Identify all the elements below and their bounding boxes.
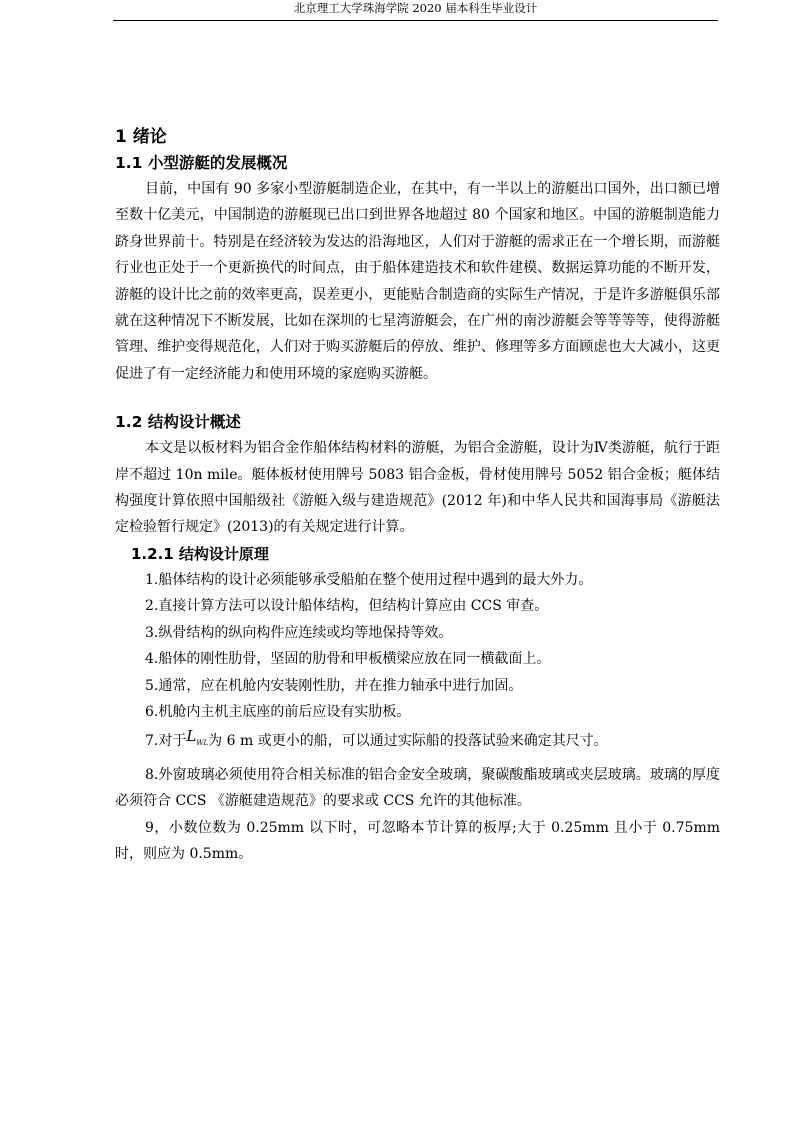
- rule-item-8: 8.外窗玻璃必须使用符合相关标准的铝合金安全玻璃，聚碳酸酯玻璃或夹层玻璃。玻璃的厚度必须符合 CCS 《游艇建造规范》的要求或 CCS 允许的其他标准。: [115, 766, 720, 810]
- header-text: 北京理工大学珠海学院 2020 届本科生毕业设计: [293, 1, 538, 15]
- section-spacer: [115, 387, 720, 409]
- rule-item-5: 5.通常，应在机舱内安装刚性肋，并在推力轴承中进行加固。: [145, 677, 523, 694]
- lwl-symbol: [186, 727, 208, 745]
- rule-item-2: 2.直接计算方法可以设计船体结构，但结构计算应由 CCS 审查。: [145, 598, 549, 615]
- chapter-title: 1 绪论: [115, 127, 167, 147]
- lwl-letter: L: [186, 726, 197, 745]
- section-1-1-title: 1.1 小型游艇的发展概况: [115, 154, 288, 172]
- section-1-2-paragraph: 本文是以板材料为铝合金作船体结构材料的游艇，为铝合金游艇，设计为Ⅳ类游艇，航行于距岸不超过 10n mile。艇体板材使用牌号 5083 铝合金板，骨材使用牌号 5052 铝合金板；艇体结构强度计算依照中国船级社《游艇入级与建造规范》(2012 年)和中华人民共和国海事局《游艇法定检验暂行规定》(2013)的有关规定进行计算。: [115, 440, 720, 536]
- rule-item-9: 9，小数位数为 0.25mm 以下时，可忽略本节计算的板厚;大于 0.25mm 且小于 0.75mm 时，则应为 0.5mm。: [115, 819, 720, 863]
- lwl-subscript: WL: [196, 738, 209, 747]
- rule-item-1: 1.船体结构的设计必须能够承受船舶在整个使用过程中遇到的最大外力。: [145, 571, 593, 588]
- rule-item-6: 6.机舱内主机主底座的前后应设有实肋板。: [145, 704, 411, 721]
- rule-item-3: 3.纵骨结构的纵向构件应连续或均等地保持等效。: [145, 624, 453, 641]
- page-header: [113, 0, 718, 21]
- rule-item-7: [115, 726, 720, 762]
- section-1-1-paragraph: 目前，中国有 90 多家小型游艇制造企业，在其中，有一半以上的游艇出口国外，出口额已增至数十亿美元，中国制造的游艇现已出口到世界各地超过 80 个国家和地区。中国的游艇制造能力跻身世界前十。特别是在经济较为发达的沿海地区，人们对于游艇的需求正在一个增长期，而游艇行业也正处于一个更新换代的时间点，由于船体建造技术和软件建模、数据运算功能的不断开发，游艇的设计比之前的效率更高，误差更小，更能贴合制造商的实际生产情况，于是许多游艇俱乐部就在这种情况下不断发展，比如在深圳的七星湾游艇会，在广州的南沙游艇会等等等等，使得游艇管理、维护变得规范化，人们对于购买游艇后的停放、维护、修理等多方面顾虑也大大减小，这更促进了有一定经济能力和使用环境的家庭购买游艇。: [115, 181, 720, 382]
- section-1-2-title: 1.2 结构设计概述: [115, 413, 241, 432]
- rule-7-suffix: 为 6 m 或更小的船，可以通过实际船的投落试验来确定其尺寸。: [208, 732, 608, 749]
- rule-item-4: 4.船体的刚性肋骨，坚固的肋骨和甲板横梁应放在同一横截面上。: [145, 651, 551, 668]
- section-1-2-1-title: 1.2.1 结构设计原理: [131, 544, 269, 563]
- document-body: [115, 124, 720, 868]
- rule-7-prefix: 7.对于: [145, 732, 187, 749]
